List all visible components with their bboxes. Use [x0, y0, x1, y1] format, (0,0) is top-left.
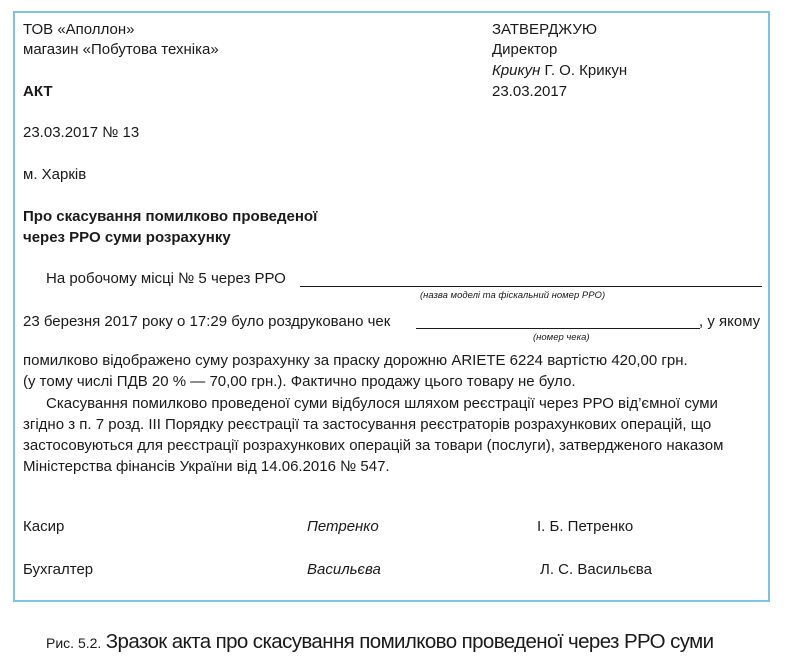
receipt-blank-line: [416, 328, 700, 329]
subject-line-2: через РРО суми розрахунку: [23, 229, 231, 246]
figure-caption: [46, 630, 714, 654]
doc-city: м. Харків: [23, 166, 87, 183]
rro-hint: (назва моделі та фіскальний номер РРО): [420, 290, 606, 301]
body-line-3: помилково відображено суму розрахунку за праску дорожню ARIETE 6224 вартістю 420,00 грн.: [23, 352, 688, 369]
accountant-name: Л. С. Васильєва: [540, 561, 652, 578]
body-line-1: На робочому місці № 5 через РРО: [46, 270, 286, 287]
receipt-hint: (номер чека): [533, 332, 590, 343]
body-line-2-suffix: , у якому: [699, 313, 761, 330]
approval-signature-line: [492, 62, 627, 80]
body-line-8: Міністерства фінансів України від 14.06.2016 № 547.: [23, 458, 390, 475]
director-signature: Крикун: [492, 62, 541, 79]
doc-type: АКТ: [23, 83, 53, 100]
body-line-5: Скасування помилково проведеної суми відбулося шляхом реєстрації через РРО від’ємної суми: [46, 395, 718, 412]
body-line-2: 23 березня 2017 року о 17:29 було роздруковано чек: [23, 313, 391, 330]
document-frame: [13, 11, 770, 602]
approval-position: Директор: [492, 41, 558, 58]
subject-line-1: Про скасування помилково проведеної: [23, 208, 318, 225]
approval-date: 23.03.2017: [492, 83, 568, 100]
doc-date-number: 23.03.2017 № 13: [23, 124, 140, 141]
director-name: Г. О. Крикун: [544, 62, 628, 79]
body-line-7: застосовуються для реєстрації розрахункових операцій за товари (послуги), затвердженого наказом: [23, 437, 724, 454]
figure-title: Зразок акта про скасування помилково проведеної через РРО суми: [105, 630, 714, 653]
cashier-role: Касир: [23, 518, 65, 535]
figure-number: Рис. 5.2.: [46, 635, 102, 651]
rro-blank-line: [300, 286, 762, 287]
accountant-role: Бухгалтер: [23, 561, 94, 578]
body-line-6: згідно з п. 7 розд. ІІІ Порядку реєстрації та застосування реєстраторів розрахункових операцій, що: [23, 416, 712, 433]
company-name: ТОВ «Аполлон»: [23, 21, 135, 38]
approval-title: ЗАТВЕРДЖУЮ: [492, 21, 598, 38]
store-name: магазин «Побутова техніка»: [23, 41, 219, 58]
cashier-name: І. Б. Петренко: [537, 518, 634, 535]
body-line-4: (у тому числі ПДВ 20 % — 70,00 грн.). Фактично продажу цього товару не було.: [23, 373, 576, 390]
accountant-signature: Васильєва: [307, 561, 381, 578]
cashier-signature: Петренко: [307, 518, 379, 535]
